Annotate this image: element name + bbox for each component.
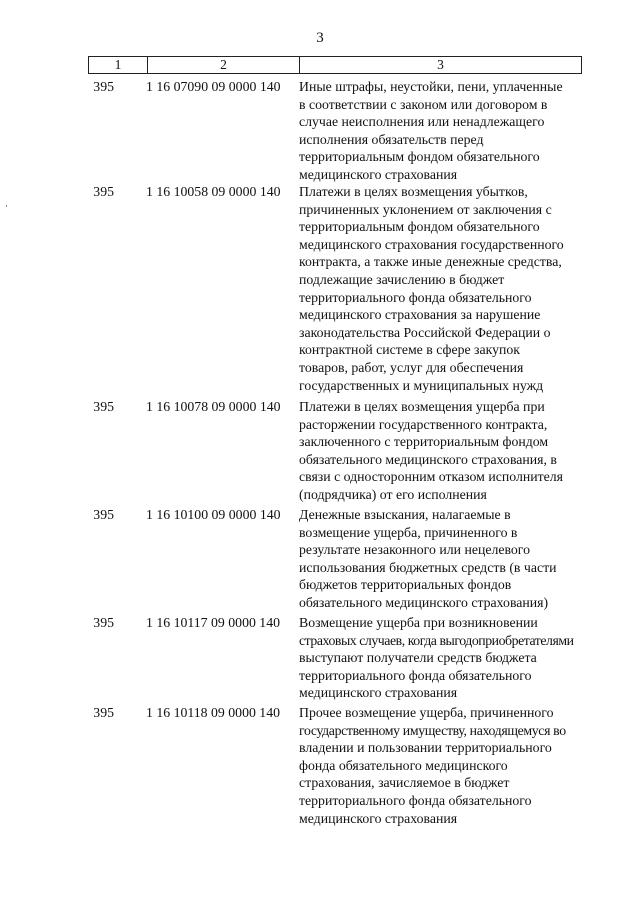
header-col-3: 3 bbox=[437, 57, 444, 72]
row-description bbox=[299, 704, 584, 827]
description-line: Иные штрафы, неустойки, пени, уплаченные bbox=[299, 79, 563, 94]
description-line: Возмещение ущерба при возникновении bbox=[299, 615, 538, 630]
description-line: результате незаконного или нецелевого bbox=[299, 542, 530, 558]
kbk-code: 1 16 10118 09 0000 140 bbox=[146, 705, 281, 720]
description-line: медицинского страхования bbox=[299, 810, 458, 826]
description-line: выступают получатели средств бюджета bbox=[299, 650, 537, 666]
description-line: Прочее возмещение ущерба, причиненного bbox=[299, 705, 554, 720]
description-line: контрактной системе в сфере закупок bbox=[299, 342, 521, 358]
description-line: (подрядчика) от его исполнения bbox=[299, 486, 487, 502]
description-line: расторжении государственного контракта, bbox=[299, 416, 548, 432]
description-line: подлежащие зачислению в бюджет bbox=[299, 271, 505, 287]
description-line: территориальным фондом обязательного bbox=[299, 149, 540, 165]
admin-code: 395 bbox=[93, 184, 114, 199]
description-line: случае неисполнения или ненадлежащего bbox=[299, 114, 545, 130]
header-col-2: 2 bbox=[148, 57, 300, 73]
description-line: товаров, работ, услуг для обеспечения bbox=[299, 359, 524, 375]
description-line: территориального фонда обязательного bbox=[299, 289, 532, 305]
header-col-1: 1 bbox=[89, 57, 148, 73]
row-description bbox=[299, 78, 584, 184]
description-line: страховых случаев, когда выгодоприобретателями bbox=[299, 632, 574, 648]
kbk-code: 1 16 10078 09 0000 140 bbox=[146, 399, 281, 414]
description-line: фонда обязательного медицинского bbox=[299, 757, 508, 773]
description-line: использования бюджетных средств (в части bbox=[299, 559, 557, 575]
admin-code: 395 bbox=[93, 79, 114, 94]
admin-code: 395 bbox=[93, 399, 114, 414]
description-line: обязательного медицинского страхования, в bbox=[299, 451, 557, 467]
description-line: страхования, зачисляемое в бюджет bbox=[299, 775, 510, 791]
description-line: Платежи в целях возмещения убытков, bbox=[299, 184, 528, 199]
row-description bbox=[299, 398, 584, 504]
kbk-code: 1 16 10058 09 0000 140 bbox=[146, 184, 281, 199]
description-line: медицинского страхования за нарушение bbox=[299, 307, 541, 323]
description-line: государственному имуществу, находящемуся во bbox=[299, 722, 566, 738]
description-line: территориального фонда обязательного bbox=[299, 667, 532, 683]
page-number: 3 bbox=[316, 30, 324, 46]
description-line: медицинского страхования bbox=[299, 166, 458, 182]
description-line: законодательства Российской Федерации о bbox=[299, 324, 551, 340]
description-line: территориального фонда обязательного bbox=[299, 792, 532, 808]
admin-code: 395 bbox=[93, 615, 114, 630]
row-description bbox=[299, 506, 584, 612]
admin-code: 395 bbox=[93, 507, 114, 522]
row-description bbox=[299, 614, 584, 702]
description-line: Платежи в целях возмещения ущерба при bbox=[299, 399, 545, 414]
kbk-table bbox=[88, 56, 582, 826]
description-line: Денежные взыскания, налагаемые в bbox=[299, 507, 511, 522]
description-line: государственных и муниципальных нужд bbox=[299, 377, 544, 393]
scan-edge-mark bbox=[6, 205, 7, 207]
description-line: исполнения обязательств перед bbox=[299, 131, 484, 147]
admin-code: 395 bbox=[93, 705, 114, 720]
description-line: в соответствии с законом или договором в bbox=[299, 96, 548, 112]
description-line: возмещение ущерба, причиненного в bbox=[299, 524, 518, 540]
kbk-code: 1 16 10117 09 0000 140 bbox=[146, 615, 281, 630]
description-line: связи с односторонним отказом исполнителя bbox=[299, 469, 563, 485]
description-line: медицинского страхования bbox=[299, 685, 458, 701]
description-line: заключенного с территориальным фондом bbox=[299, 434, 549, 450]
description-line: медицинского страхования государственного bbox=[299, 236, 564, 252]
description-line: причиненных уклонением от заключения с bbox=[299, 201, 552, 217]
row-description bbox=[299, 183, 584, 394]
table-header bbox=[88, 56, 582, 74]
description-line: бюджетов территориальных фондов bbox=[299, 577, 512, 593]
description-line: территориальным фондом обязательного bbox=[299, 219, 540, 235]
kbk-code: 1 16 10100 09 0000 140 bbox=[146, 507, 281, 522]
description-line: владении и пользовании территориального bbox=[299, 740, 552, 756]
kbk-code: 1 16 07090 09 0000 140 bbox=[146, 79, 281, 94]
description-line: обязательного медицинского страхования) bbox=[299, 594, 549, 610]
description-line: контракта, а также иные денежные средства, bbox=[299, 254, 562, 270]
